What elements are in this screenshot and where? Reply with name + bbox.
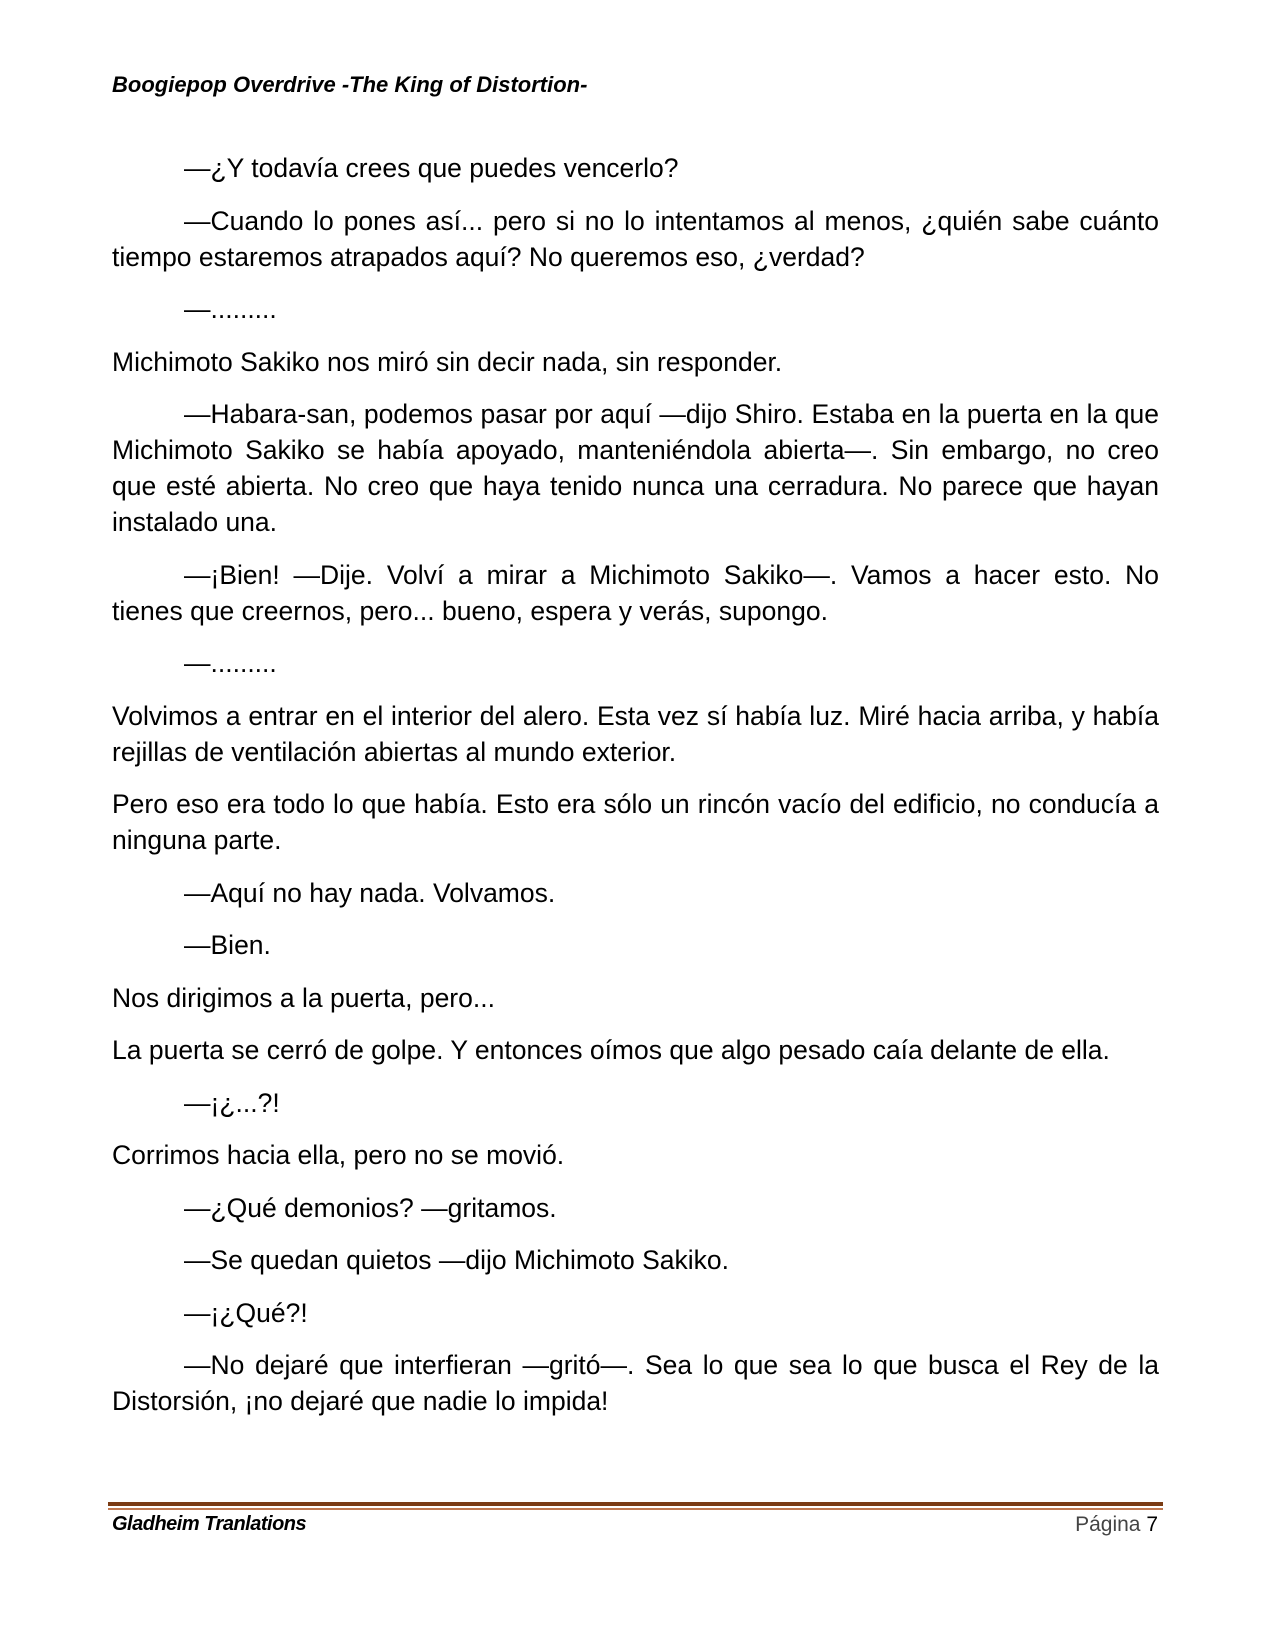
page-number: 7 (1146, 1513, 1158, 1536)
footer-translator: Gladheim Tranlations (112, 1513, 307, 1535)
paragraph: —Se quedan quietos —dijo Michimoto Sakiko. (184, 1245, 730, 1275)
paragraph: Nos dirigimos a la puerta, pero... (112, 982, 495, 1013)
paragraph: —No dejaré que interfieran —gritó—. Sea lo que sea lo que busca el Rey de la Distorsión, ¡no dejaré que nadie lo impida! (112, 1350, 1159, 1416)
footer-page-number (1075, 1513, 1158, 1537)
paragraph: —......... (184, 294, 277, 324)
paragraph: —Bien. (184, 930, 271, 960)
footer-rule-thin (108, 1508, 1163, 1510)
paragraph: —Habara-san, podemos pasar por aquí —dijo Shiro. Estaba en la puerta en la que Michimoto Sakiko se había apoyado, manteniéndola abierta—. Sin embargo, no creo que esté abierta. No creo que haya tenido nunca una cerradura. No parece que hayan instalado una. (112, 399, 1159, 537)
paragraph: —¡Bien! —Dije. Volví a mirar a Michimoto Sakiko—. Vamos a hacer esto. No tienes que creernos, pero... bueno, espera y verás, supongo. (112, 559, 1159, 626)
paragraph: —¿Qué demonios? —gritamos. (184, 1192, 557, 1223)
paragraph: Pero eso era todo lo que había. Esto era sólo un rincón vacío del edificio, no conducía a ninguna parte. (112, 789, 1159, 855)
paragraph: La puerta se cerró de golpe. Y entonces oímos que algo pesado caía delante de ella. (112, 1035, 1110, 1065)
paragraph: Michimoto Sakiko nos miró sin decir nada, sin responder. (112, 346, 783, 377)
paragraph: Volvimos a entrar en el interior del alero. Esta vez sí había luz. Miré hacia arriba, y había rejillas de ventilación abiertas al mundo exterior. (112, 700, 1159, 767)
paragraph: —......... (184, 648, 277, 678)
page-label: Página (1075, 1513, 1141, 1536)
paragraph: —¡¿...?! (184, 1087, 280, 1118)
paragraph: —Cuando lo pones así... pero si no lo intentamos al menos, ¿quién sabe cuánto tiempo estaremos atrapados aquí? No queremos eso, ¿verdad? (112, 205, 1159, 272)
footer-rule (108, 1502, 1163, 1510)
running-header: Boogiepop Overdrive -The King of Distortion- (112, 72, 588, 97)
paragraph: Corrimos hacia ella, pero no se movió. (112, 1140, 565, 1170)
paragraph: —Aquí no hay nada. Volvamos. (184, 877, 556, 908)
paragraph: —¿Y todavía crees que puedes vencerlo? (184, 153, 679, 183)
paragraph: —¡¿Qué?! (184, 1297, 308, 1328)
body-text (112, 150, 1159, 1436)
footer-rule-thick (108, 1502, 1163, 1506)
